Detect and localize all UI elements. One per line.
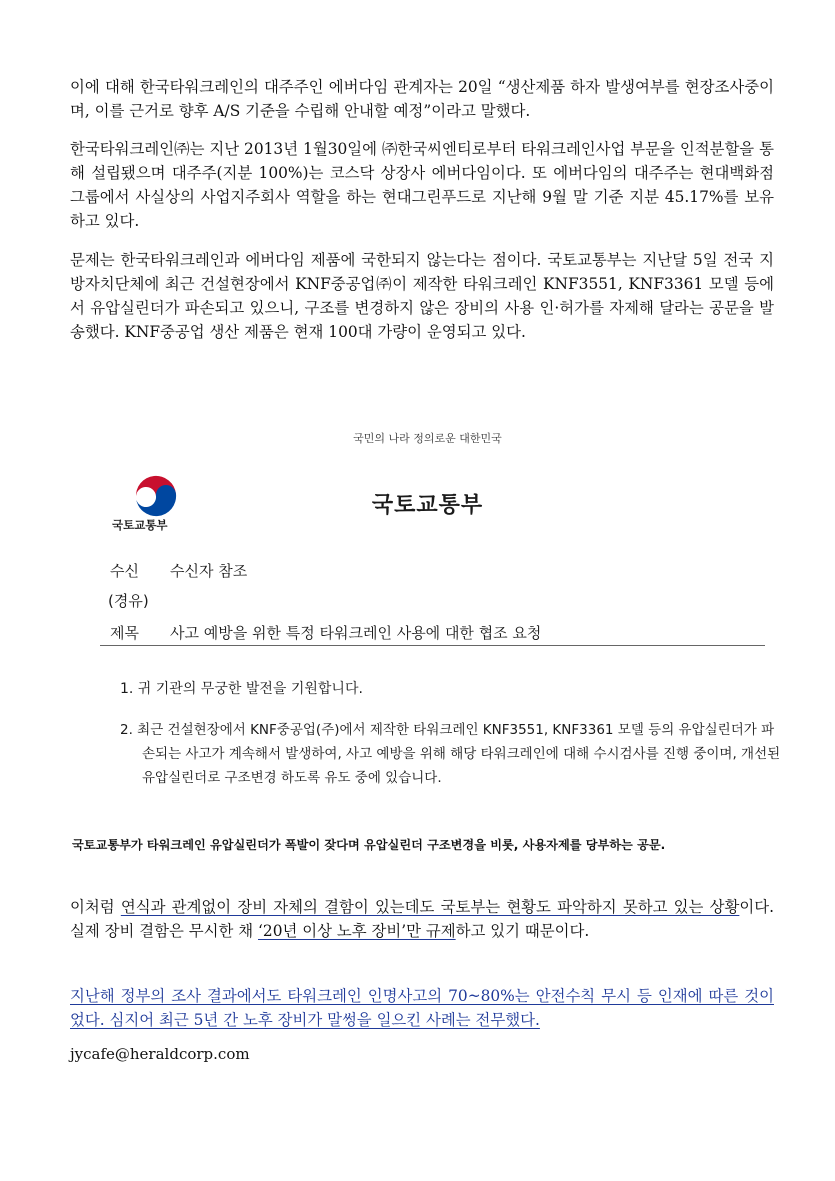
letter-slogan: 국민의 나라 정의로운 대한민국: [353, 432, 502, 445]
ministry-title: 국토교통부: [371, 493, 484, 518]
paragraph-4: [70, 895, 774, 943]
paragraph-3: 문제는 한국타워크레인과 에버다임 제품에 국한되지 않는다는 점이다. 국토교통부는 지난달 5일 전국 지방자치단체에 최근 건설현장에서 KNF중공업㈜이 제작한 타워크레인 KNF3551, KNF3361 모델 등에서 유압실린더가 파손되고 있으니, 구조를 변경하지 않은 장비의 사용 인·허가를 자제해 달라는 공문을 발송했다. KNF중공업 생산 제품은 현재 100대 가량이 운영되고 있다.: [70, 251, 774, 341]
official-letter-image: [80, 410, 781, 820]
paragraph-2: 한국타워크레인㈜는 지난 2013년 1월30일에 ㈜한국씨엔티로부터 타워크레인사업 부문을 인적분할을 통해 설립됐으며 대주주(지분 100%)는 코스닥 상장사 에버다임이다. 또 에버다임의 대주주는 현대백화점그룹에서 사실상의 사업지주회사 역할을 하는 현대그린푸드로 지난해 9월 말 기준 지분 45.17%를 보유하고 있다.: [70, 140, 774, 230]
image-caption: 국토교통부가 타워크레인 유압실린더가 폭발이 잦다며 유압실린더 구조변경을 비롯, 사용자제를 당부하는 공문.: [72, 838, 666, 852]
subject-value: 사고 예방을 위한 특정 타워크레인 사용에 대한 협조 요청: [170, 624, 542, 642]
paragraph-1: 이에 대해 한국타워크레인의 대주주인 에버다임 관계자는 20일 “생산제품 하자 발생여부를 현장조사중이며, 이를 근거로 향후 A/S 기준을 수립해 안내할 예정”이라고 말했다.: [70, 78, 774, 120]
paragraph-5: [70, 984, 774, 1032]
recipient-row: [110, 560, 247, 581]
via-label: (경유): [108, 592, 149, 610]
subject-divider: [100, 645, 765, 646]
p4-underlined-2: ‘20년 이상 노후 장비’만 규제: [258, 922, 456, 940]
via-row: [108, 590, 149, 611]
recipient-value: 수신자 참조: [170, 562, 248, 580]
p4-mid: 이다. 실제 장비 결함은 무시한 채: [70, 898, 774, 940]
p4-suffix: 하고 있기 때문이다.: [455, 922, 590, 940]
recipient-label: 수신: [110, 562, 139, 580]
p4-underlined-1: 연식과 관계없이 장비 자체의 결함이 있는데도 국토부는 현황도 파악하지 못하고 있는 상황: [120, 898, 740, 916]
p4-prefix: 이처럼: [70, 898, 121, 916]
subject-label: 제목: [110, 624, 139, 642]
p5-underlined: 지난해 정부의 조사 결과에서도 타워크레인 인명사고의 70~80%는 안전수칙 무시 등 인재에 따른 것이었다. 심지어 최근 5년 간 노후 장비가 말썽을 일으킨 사례는 전무했다.: [70, 987, 774, 1029]
subject-row: [110, 622, 541, 643]
author-email: jycafe@heraldcorp.com: [70, 1045, 250, 1063]
letter-item-2: 2. 최근 건설현장에서 KNF중공업(주)에서 제작한 타워크레인 KNF3551, KNF3361 모델 등의 유압실린더가 파손되는 사고가 계속해서 발생하여, 사고 예방을 위해 해당 타워크레인에 대해 수시검사를 진행 중이며, 개선된 유압실린더로 구조변경 하도록 유도 중에 있습니다.: [120, 722, 781, 786]
logo-label: 국토교통부: [112, 518, 168, 532]
letter-item-1: 1. 귀 기관의 무궁한 발전을 기원합니다.: [120, 681, 363, 697]
